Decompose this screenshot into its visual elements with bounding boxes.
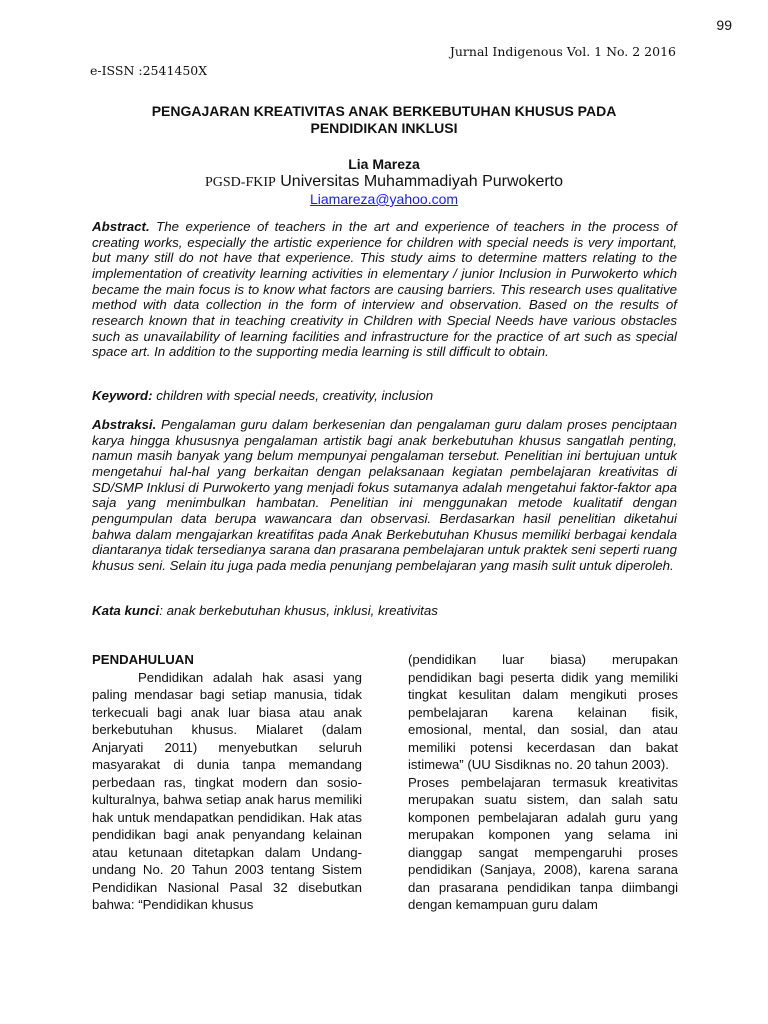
journal-citation: Jurnal Indigenous Vol. 1 No. 2 2016 [449,44,676,59]
body-column-left [92,651,362,914]
title-block [90,103,678,209]
abstract-text: The experience of teachers in the art and experience of teachers in the process of creating works, especially the artistic experience for children with special needs is very important, but many still do not have that experience. This study aims to determine matters relating to the implementation of creativity learning activities in elementary / junior Inclusion in Purwokerto which became the main focus is to know what factors are causing barriers. This research uses qualitative method with data collection in the form of interview and observation. Based on the results of research known that in teaching creativity in Children with Special Needs have various obstacles such as unavailability of learning facilities and infrastructure for the practice of art such as special space art. In addition to the supporting media learning is still difficult to obtain. [92,219,677,360]
keywords-english [92,388,677,404]
abstract-label: Abstract. [92,219,150,234]
body-paragraph: (pendidikan luar biasa) merupakan pendidikan bagi peserta didik yang memiliki tingkat kesulitan dalam mengikuti proses pembelajaran karena kelainan fisik, emosional, mental, dan sosial, dan atau memiliki potensi kecerdasan dan bakat istimewa” (UU Sisdiknas no. 20 tahun 2003). [408,652,678,772]
body-paragraph: Proses pembelajaran termasuk kreativitas merupakan suatu sistem, dan salah satu komponen pembelajaran adalah guru yang merupakan komponen yang selama ini dianggap sangat mempengaruhi proses pendidikan (Sanjaya, 2008), karena sarana dan prasarana pendidikan tanpa diimbangi dengan kemampuan guru dalam [408,774,678,912]
abstraksi-label: Abstraksi. [92,417,157,432]
paper-title-line-1: PENGAJARAN KREATIVITAS ANAK BERKEBUTUHAN KHUSUS PADA [151,103,617,119]
author-affiliation [90,173,678,191]
keywords-indonesian [92,603,677,619]
email-row [90,191,678,209]
paper-title-line-2: PENDIDIKAN INKLUSI [310,120,458,136]
abstraksi-text: Pengalaman guru dalam berkesenian dan pengalaman guru dalam proses penciptaan karya hingga khususnya pengalaman artistik bagi anak berkebutuhan khusus sangatlah penting, namun masih banyak yang belum mempunyai pengalaman tersebut. Penelitian ini bertujuan untuk mengetahui hal-hal yang berkaitan dengan pelaksanaan kegiatan pembelajaran kreativitas di SD/SMP Inklusi di Purwokerto yang menjadi fokus sutamanya adalah mengetahui faktor-faktor apa saja yang menimbulkan hambatan. Penelitian ini menggunakan metode kualitatif dengan pengumpulan data berupa wawancara dan observasi. Berdasarkan hasil penelitian diketahui bahwa dalam mengajarkan kreatifitas pada Anak Berkebutuhan Khusus memiliki berbagai kendala diantaranya tidak tersedianya sarana dan prasarana pembelajaran untuk praktek seni seperti ruang khusus seni. Selain itu juga pada media penunjang pembelajaran yang masih sulit untuk diperoleh. [92,417,677,573]
keyword-text: children with special needs, creativity, inclusion [152,388,434,403]
body-paragraph: Pendidikan adalah hak asasi yang paling mendasar bagi setiap manusia, tidak terkecuali bagi anak luar biasa atau anak berkebutuhan khusus. Mialaret (dalam Anjaryati 2011) menyebutkan seluruh masyarakat di dunia tanpa memandang perbedaan ras, tingkat modern dan sosio-kulturalnya, bahwa setiap anak harus memiliki hak untuk mendapatkan pendidikan. Hak atas pendidikan bagi anak penyandang kelainan atau ketunaan ditetapkan dalam Undang-undang No. 20 Tahun 2003 tentang Sistem Pendidikan Nasional Pasal 32 disebutkan bahwa: “Pendidikan khusus [92,669,362,912]
page-number: 99 [716,17,732,33]
author-email-link[interactable]: Liamareza@yahoo.com [309,191,459,207]
kata-kunci-label: Kata kunci [92,603,160,618]
abstract-english [92,219,677,360]
affiliation-faculty: PGSD-FKIP [204,175,276,190]
keyword-label: Keyword: [92,388,153,403]
kata-kunci-text: : anak berkebutuhan khusus, inklusi, kreativitas [159,603,438,618]
issn-label: e-ISSN :2541450X [90,63,208,78]
affiliation-university: Universitas Muhammadiyah Purwokerto [275,173,564,190]
section-heading: PENDAHULUAN [92,652,194,667]
abstract-indonesian [92,417,677,574]
body-column-right [408,651,678,914]
author-name: Lia Mareza [348,156,420,172]
